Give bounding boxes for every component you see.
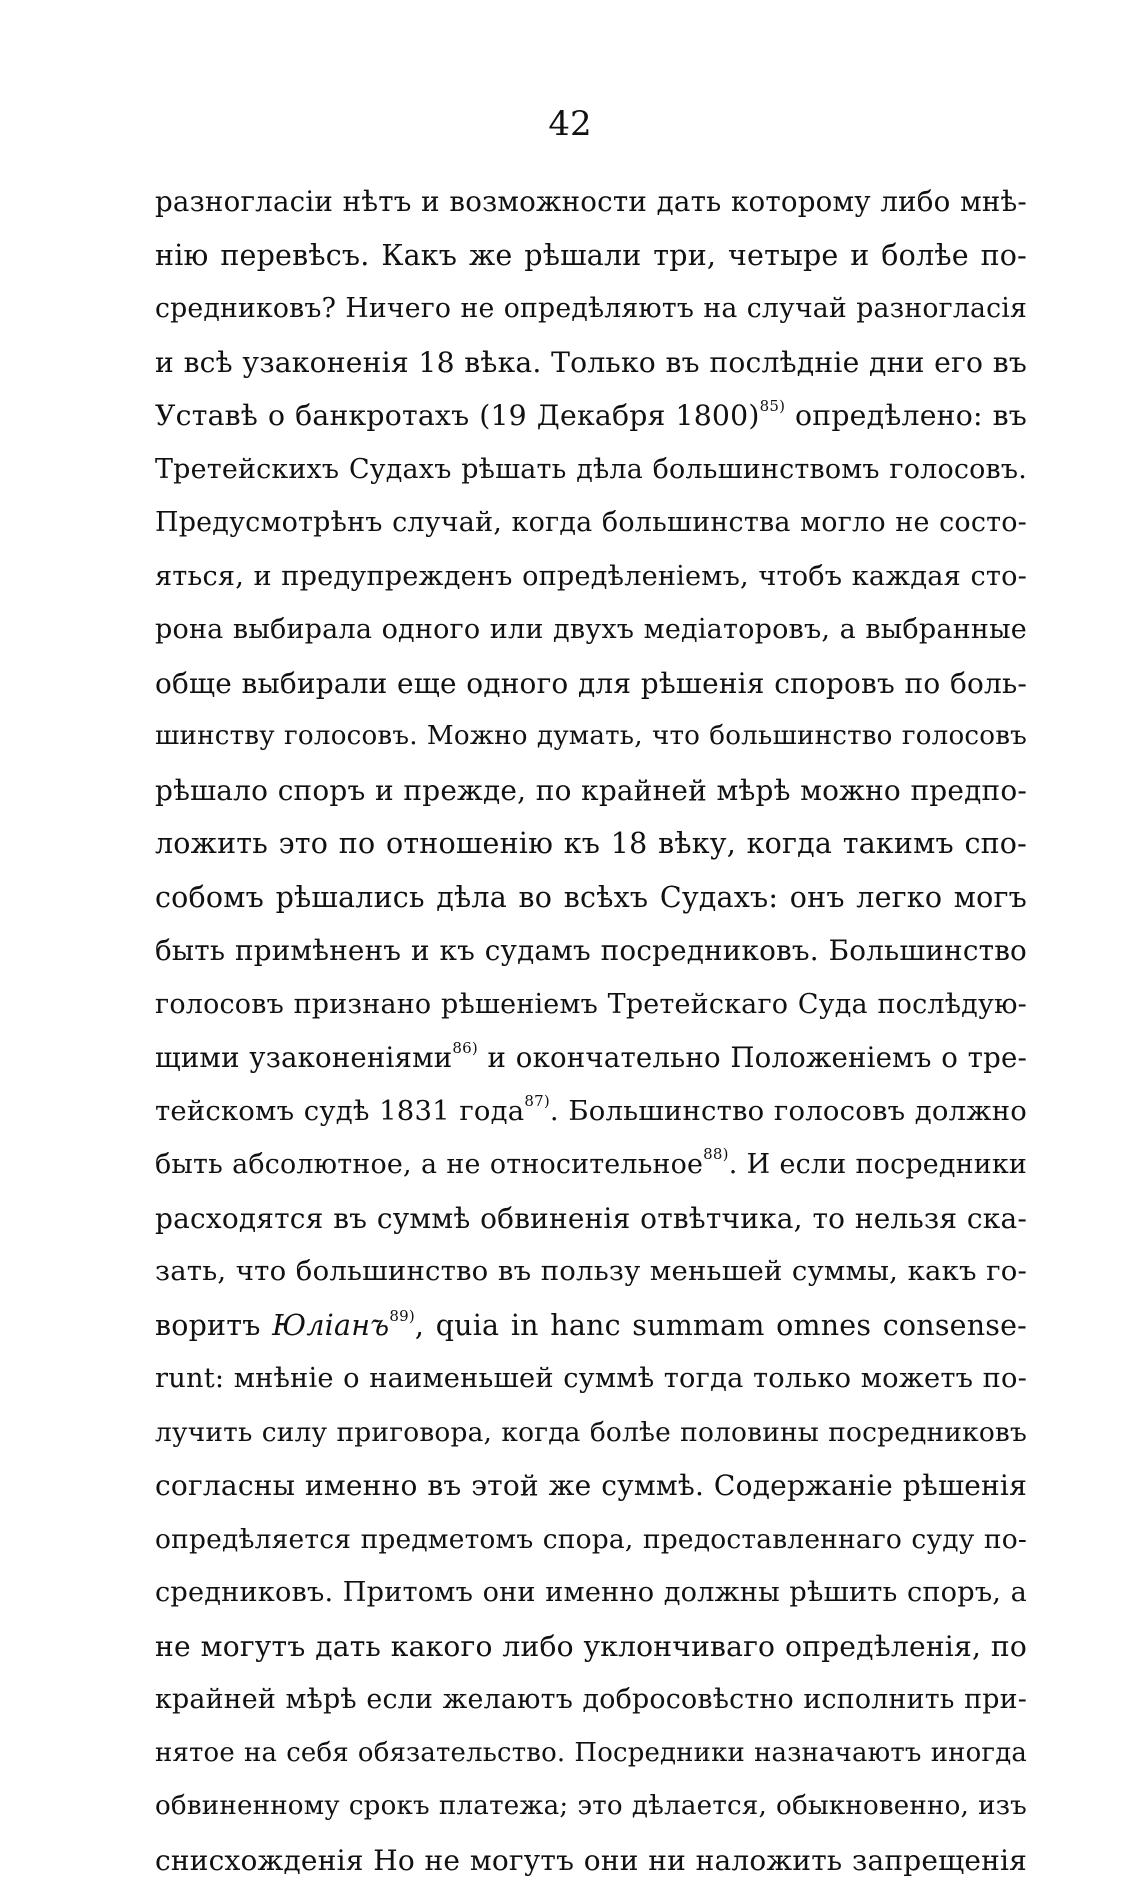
footnote-ref: 88) xyxy=(703,1145,729,1163)
text-line: Предусмотрѣнъ случай, когда большинства могло не состо- xyxy=(155,496,1027,550)
text-line: рона выбирала одного или двухъ медіаторовъ, а выбранные xyxy=(155,603,1027,657)
text-segment: тейскомъ судѣ 1831 года xyxy=(155,1096,524,1127)
text-line: и всѣ узаконенія 18 вѣка. Только въ послѣдніе дни его въ xyxy=(155,336,1027,390)
text-line: обвиненному срокъ платежа; это дѣлается, обыкновенно, изъ xyxy=(155,1780,1027,1834)
text-segment: и окончательно Положеніемъ о тре- xyxy=(478,1041,1027,1074)
text-line: опредѣляется предметомъ спора, предоставленнаго суду по- xyxy=(155,1513,1027,1567)
italic-name: Юліанъ xyxy=(272,1309,389,1342)
text-line: нятое на себя обязательство. Посредники назначаютъ иногда xyxy=(155,1727,1027,1781)
text-line: средниковъ. Притомъ они именно должны рѣшить споръ, а xyxy=(155,1566,1027,1620)
text-line: согласны именно въ этой же суммѣ. Содержаніе рѣшенія xyxy=(155,1459,1027,1513)
text-line: рѣшало споръ и прежде, по крайней мѣрѣ можно предпо- xyxy=(155,764,1027,818)
text-line: шинству голосовъ. Можно думать, что большинство голосовъ xyxy=(155,710,1027,764)
text-segment: воритъ xyxy=(155,1309,272,1342)
text-line: собомъ рѣшались дѣла во всѣхъ Судахъ: онъ легко могъ xyxy=(155,871,1027,925)
text-line xyxy=(155,1299,1027,1353)
text-line: снисхожденія Но не могутъ они ни наложить запрещенія xyxy=(155,1834,1027,1887)
text-line xyxy=(155,1031,1027,1085)
text-line xyxy=(155,1085,1027,1139)
text-segment: быть абсолютное, а не относительное xyxy=(155,1149,703,1180)
text-line: нію перевѣсъ. Какъ же рѣшали три, четыре и болѣе по- xyxy=(155,229,1027,283)
text-segment: щими узаконеніями xyxy=(155,1041,452,1074)
text-segment: . Большинство голосовъ должно xyxy=(550,1096,1027,1127)
text-line: Третейскихъ Судахъ рѣшать дѣла большинствомъ голосовъ. xyxy=(155,443,1027,497)
text-line: расходятся въ суммѣ обвиненія отвѣтчика, то нельзя ска- xyxy=(155,1192,1027,1246)
text-line: средниковъ? Ничего не опредѣляютъ на случай разногласія xyxy=(155,282,1027,336)
text-line: не могутъ дать какого либо уклончиваго опредѣленія, по xyxy=(155,1620,1027,1674)
text-line: крайней мѣрѣ если желаютъ добросовѣстно исполнить при- xyxy=(155,1673,1027,1727)
text-line: лучить силу приговора, когда болѣе половины посредниковъ xyxy=(155,1406,1027,1460)
text-line: быть примѣненъ и къ судамъ посредниковъ. Большинство xyxy=(155,924,1027,978)
text-line: яться, и предупрежденъ опредѣленіемъ, чтобъ каждая сто- xyxy=(155,550,1027,604)
footnote-ref: 86) xyxy=(452,1039,478,1057)
text-segment: опредѣлено: въ xyxy=(785,399,1027,432)
footnote-ref: 89) xyxy=(389,1307,415,1325)
footnote-ref: 85) xyxy=(760,397,786,415)
text-line xyxy=(155,389,1027,443)
text-line: голосовъ признано рѣшеніемъ Третейскаго Суда послѣдую- xyxy=(155,978,1027,1032)
text-line: зать, что большинство въ пользу меньшей суммы, какъ го- xyxy=(155,1245,1027,1299)
text-segment: , quia in hanc summam omnes consense- xyxy=(415,1309,1027,1342)
body-text xyxy=(155,175,1027,1887)
text-line: ложить это по отношенію къ 18 вѣку, когда такимъ спо- xyxy=(155,817,1027,871)
text-line xyxy=(155,1138,1027,1192)
text-line: runt: мнѣніе о наименьшей суммѣ тогда только можетъ по- xyxy=(155,1352,1027,1406)
text-segment: . И если посредники xyxy=(729,1149,1027,1180)
footnote-ref: 87) xyxy=(524,1092,550,1110)
text-segment: Уставѣ о банкротахъ (19 Декабря 1800) xyxy=(155,399,760,432)
text-line: разногласіи нѣтъ и возможности дать которому либо мнѣ- xyxy=(155,175,1027,229)
page-number: 42 xyxy=(0,104,1140,144)
text-line: обще выбирали еще одного для рѣшенія споровъ по боль- xyxy=(155,657,1027,711)
